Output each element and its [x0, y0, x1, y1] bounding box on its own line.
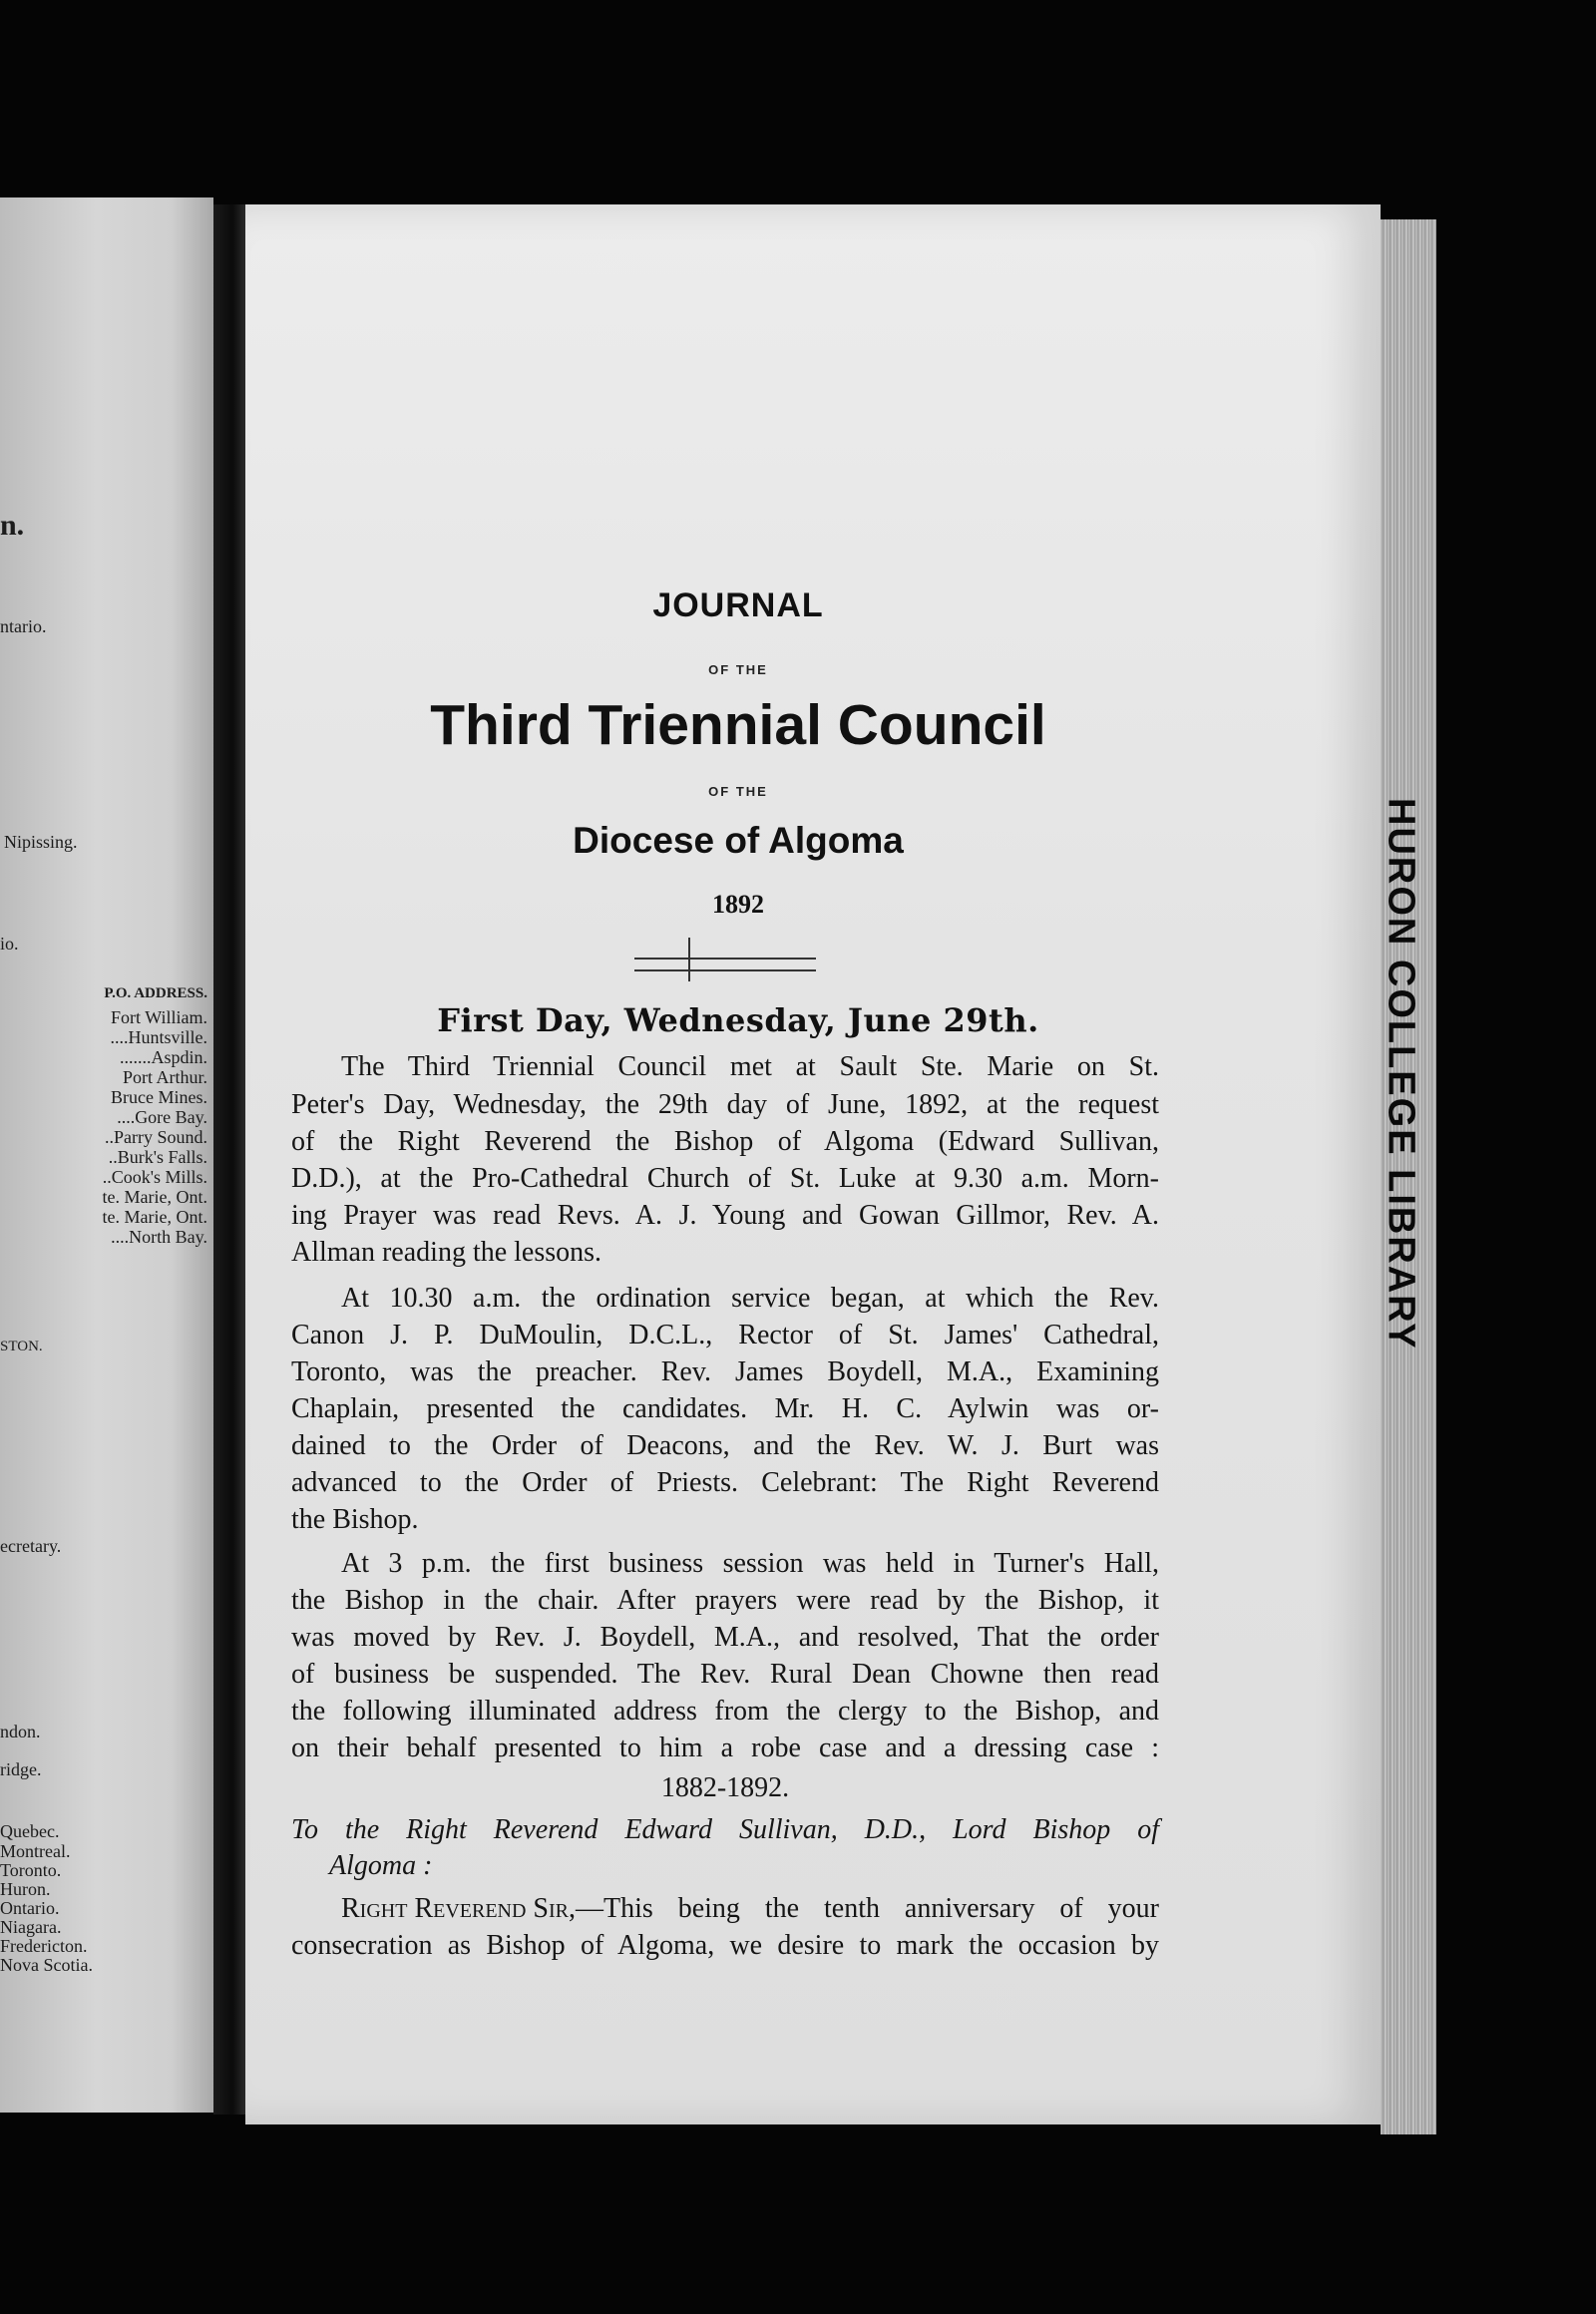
- left-facing-page: [0, 197, 213, 2113]
- book-gutter: [213, 204, 245, 2115]
- left-fragment: Niagara.: [0, 1917, 62, 1937]
- left-fragment: ecretary.: [0, 1536, 62, 1556]
- left-fragment: Huron.: [0, 1879, 51, 1899]
- left-fragment: Toronto.: [0, 1860, 62, 1880]
- body-line: Toronto, was the preacher. Rev. James Boydell, M.A., Examining: [291, 1356, 1159, 1387]
- left-fragment: STON.: [0, 1339, 43, 1354]
- left-fragment: ..Parry Sound.: [105, 1127, 207, 1147]
- body-line: Peter's Day, Wednesday, the 29th day of June, 1892, at the request: [291, 1089, 1159, 1120]
- body-line: The Third Triennial Council met at Sault Ste. Marie on St.: [341, 1051, 1159, 1082]
- body-line: the following illuminated address from the clergy to the Bishop, and: [291, 1696, 1159, 1727]
- left-fragment: Port Arthur.: [122, 1067, 207, 1087]
- body-line: To the Right Reverend Edward Sullivan, D.D., Lord Bishop of: [291, 1814, 1159, 1845]
- left-fragment: Bruce Mines.: [111, 1087, 207, 1107]
- body-line: the Bishop.: [291, 1504, 419, 1535]
- of-the-label: OF THE: [708, 662, 768, 677]
- left-fragment: ndon.: [0, 1722, 41, 1741]
- left-fragment: ....Gore Bay.: [117, 1107, 207, 1127]
- body-line: of the Right Reverend the Bishop of Algoma (Edward Sullivan,: [291, 1126, 1159, 1157]
- year-label: 1892: [712, 890, 764, 919]
- left-fragment: ntario.: [0, 616, 47, 636]
- left-fragment: ....North Bay.: [111, 1227, 207, 1247]
- left-fragment: Fort William.: [111, 1007, 207, 1027]
- left-fragment: Ontario.: [0, 1898, 60, 1918]
- of-the-label: OF THE: [708, 784, 768, 799]
- left-fragment: io.: [0, 934, 19, 954]
- body-line: of business be suspended. The Rev. Rural Dean Chowne then read: [291, 1659, 1159, 1690]
- title-divider: [634, 958, 816, 971]
- section-heading: First Day, Wednesday, June 29th.: [437, 1001, 1039, 1039]
- body-line: Canon J. P. DuMoulin, D.C.L., Rector of St. James' Cathedral,: [291, 1320, 1159, 1350]
- body-line: the Bishop in the chair. After prayers were read by the Bishop, it: [291, 1585, 1159, 1616]
- left-fragment: Quebec.: [0, 1821, 60, 1841]
- salutation: Right Reverend Sir,: [341, 1893, 577, 1924]
- left-fragment: ..Burk's Falls.: [108, 1147, 207, 1167]
- body-line: consecration as Bishop of Algoma, we desire to mark the occasion by: [291, 1930, 1159, 1961]
- body-line: ing Prayer was read Revs. A. J. Young and Gowan Gillmor, Rev. A.: [291, 1200, 1159, 1231]
- body-line: advanced to the Order of Priests. Celebrant: The Right Reverend: [291, 1467, 1159, 1498]
- title-divider-tick: [688, 938, 690, 981]
- body-line: At 10.30 a.m. the ordination service began, at which the Rev.: [341, 1283, 1159, 1314]
- body-line: [341, 1891, 1159, 1927]
- body-line: dained to the Order of Deacons, and the Rev. W. J. Burt was: [291, 1430, 1159, 1461]
- body-line: Allman reading the lessons.: [291, 1237, 602, 1268]
- left-fragment: Fredericton.: [0, 1936, 88, 1956]
- left-fragment: ....Huntsville.: [110, 1027, 207, 1047]
- body-line: was moved by Rev. J. Boydell, M.A., and resolved, That the order: [291, 1622, 1159, 1653]
- journal-title: JOURNAL: [652, 586, 824, 624]
- body-line: Algoma :: [329, 1850, 433, 1881]
- left-fragment: ridge.: [0, 1759, 42, 1779]
- library-stamp: HURON COLLEGE LIBRARY: [1380, 798, 1422, 1350]
- body-line: 1882-1892.: [660, 1772, 790, 1803]
- left-fragment: te. Marie, Ont.: [102, 1187, 207, 1207]
- body-line: D.D.), at the Pro-Cathedral Church of St. Luke at 9.30 a.m. Morn-: [291, 1163, 1159, 1194]
- left-fragment: te. Marie, Ont.: [102, 1207, 207, 1227]
- diocese-title: Diocese of Algoma: [573, 820, 904, 861]
- left-fragment: Nipissing.: [4, 832, 78, 852]
- left-fragment: .......Aspdin.: [119, 1047, 207, 1067]
- left-fragment: P.O. ADDRESS.: [104, 985, 207, 1001]
- body-line: on their behalf presented to him a robe case and a dressing case :: [291, 1733, 1159, 1763]
- council-title: Third Triennial Council: [430, 693, 1046, 757]
- body-line: Chaplain, presented the candidates. Mr. H. C. Aylwin was or-: [291, 1393, 1159, 1424]
- left-fragment: Montreal.: [0, 1841, 71, 1861]
- salutation-rest: —This being the tenth anniversary of your: [576, 1893, 1159, 1924]
- left-fragment: ..Cook's Mills.: [102, 1167, 207, 1187]
- left-fragment: Nova Scotia.: [0, 1955, 93, 1975]
- body-line: At 3 p.m. the first business session was held in Turner's Hall,: [341, 1548, 1159, 1579]
- left-fragment: n.: [0, 509, 25, 542]
